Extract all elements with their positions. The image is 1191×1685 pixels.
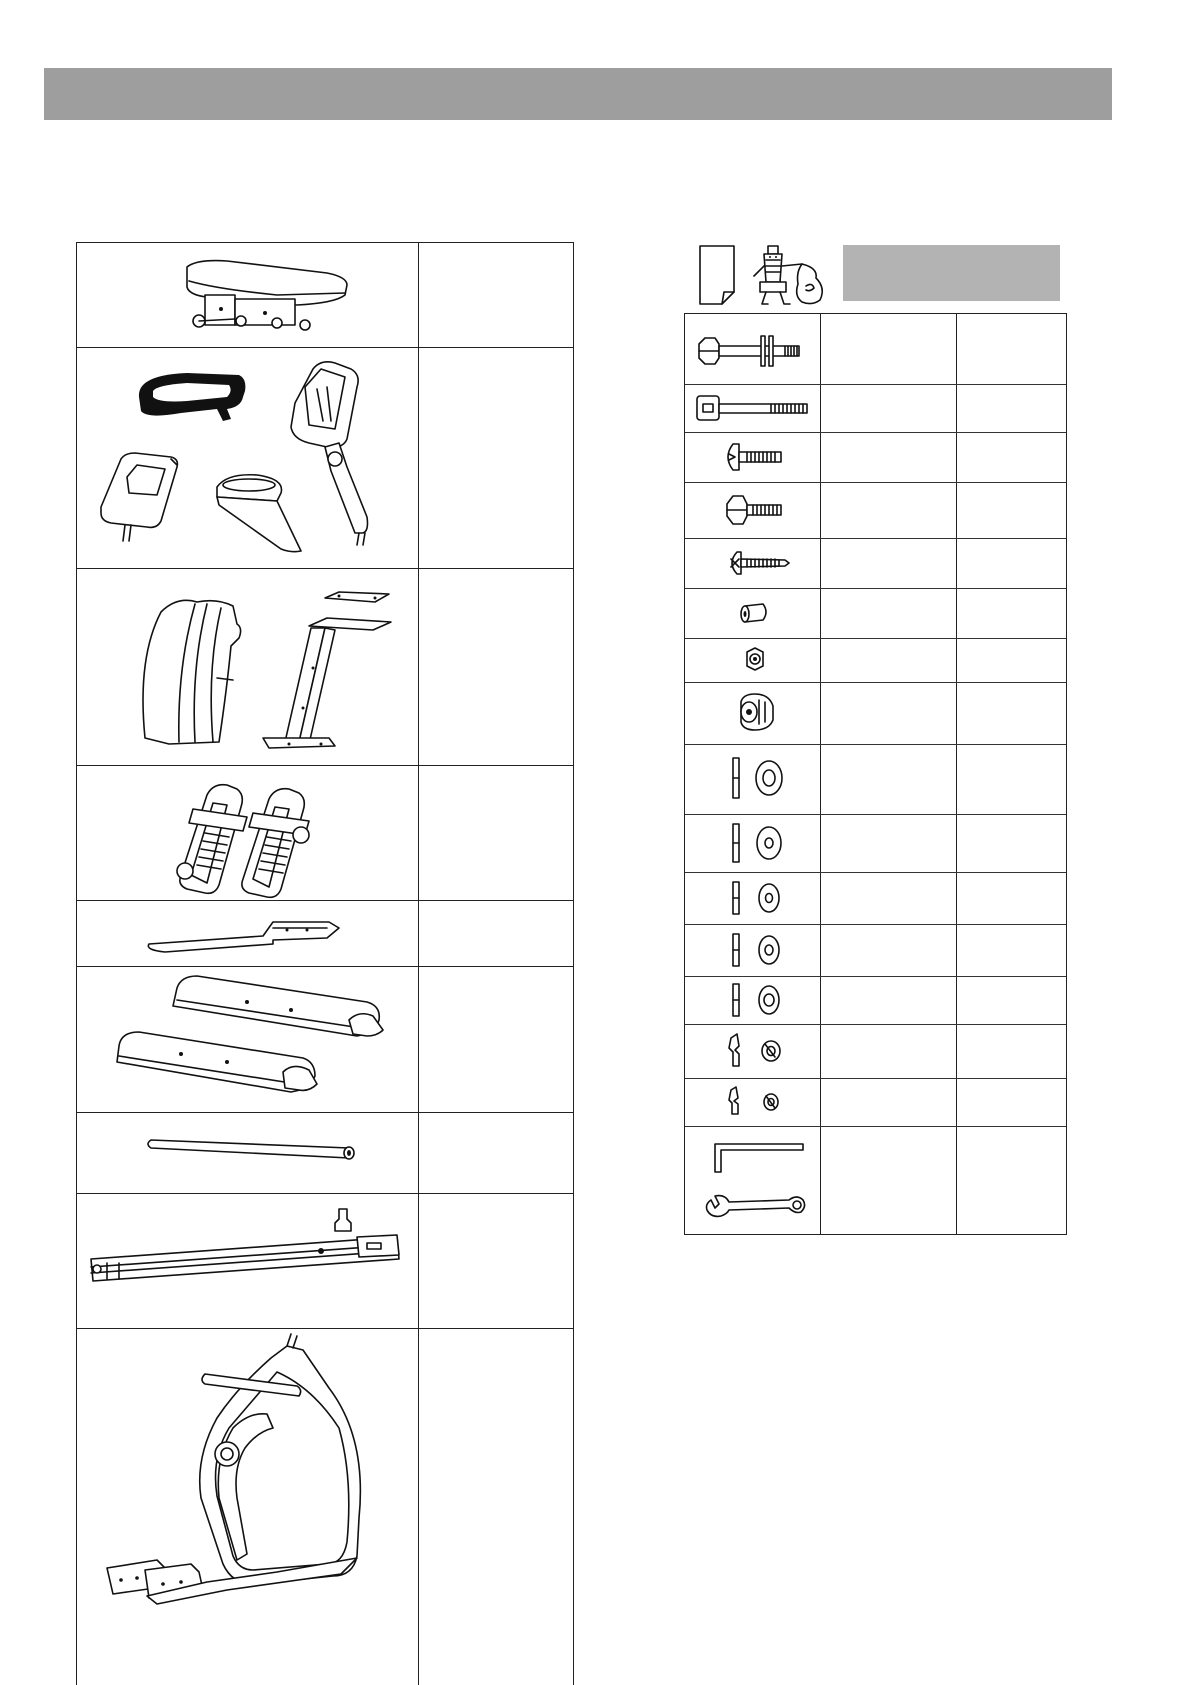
hardware-row xyxy=(685,924,1066,977)
hardware-row xyxy=(685,638,1066,683)
hardware-row xyxy=(685,814,1066,873)
part-row-seat-rail xyxy=(77,1193,573,1329)
carriage-bolt-with-washer-icon xyxy=(685,314,820,384)
hardware-row xyxy=(685,538,1066,589)
hardware-qty xyxy=(957,1024,1066,1078)
phillips-screw-icon xyxy=(685,538,820,588)
seat-rail-icon xyxy=(77,1193,418,1328)
parts-list-table xyxy=(76,242,574,1685)
allen-bolt-long-icon xyxy=(685,384,820,432)
hardware-qty xyxy=(957,682,1066,744)
nylon-nut-icon xyxy=(685,638,820,682)
spring-washer-icon xyxy=(685,1024,820,1078)
hardware-size xyxy=(821,314,956,384)
part-qty xyxy=(419,1112,573,1193)
hardware-size xyxy=(821,1078,956,1126)
hardware-pack-icon xyxy=(698,242,848,308)
hardware-size xyxy=(821,814,956,872)
hardware-row xyxy=(685,588,1066,639)
hardware-size xyxy=(821,682,956,744)
large-washer-icon xyxy=(685,744,820,814)
hardware-qty xyxy=(957,744,1066,814)
part-qty xyxy=(419,568,573,765)
hardware-size xyxy=(821,538,956,588)
part-row-main-frame xyxy=(77,1328,573,1685)
part-qty xyxy=(419,347,573,568)
spacer-sleeve-icon xyxy=(685,588,820,638)
part-row-footplate xyxy=(77,900,573,967)
hardware-row xyxy=(685,314,1066,385)
allen-key-and-wrench-icon xyxy=(685,1126,820,1234)
hardware-size xyxy=(821,744,956,814)
hardware-pack-label xyxy=(843,245,1060,301)
hardware-qty xyxy=(957,482,1066,538)
hardware-qty xyxy=(957,814,1066,872)
part-qty xyxy=(419,900,573,966)
curved-washer-icon xyxy=(685,976,820,1024)
hardware-qty xyxy=(957,924,1066,976)
hardware-size xyxy=(821,638,956,682)
handlebar-tube-icon xyxy=(77,1112,418,1193)
hardware-row xyxy=(685,976,1066,1025)
flat-washer-icon xyxy=(685,814,820,872)
hardware-qty xyxy=(957,1078,1066,1126)
pedals-icon xyxy=(77,765,418,900)
stabilizers-icon xyxy=(77,966,418,1112)
part-qty xyxy=(419,1328,573,1685)
hardware-size xyxy=(821,872,956,924)
hardware-qty xyxy=(957,1126,1066,1234)
hardware-list-table xyxy=(684,313,1067,1235)
hardware-size xyxy=(821,432,956,482)
hardware-size xyxy=(821,924,956,976)
hardware-qty xyxy=(957,432,1066,482)
hardware-size xyxy=(821,482,956,538)
part-row-front-cover xyxy=(77,568,573,766)
hardware-size xyxy=(821,588,956,638)
part-qty xyxy=(419,966,573,1112)
seat-icon xyxy=(77,243,418,347)
part-row-handlebar-tube xyxy=(77,1112,573,1194)
flat-washer-small-icon xyxy=(685,872,820,924)
part-row-seat xyxy=(77,243,573,348)
part-row-console xyxy=(77,347,573,569)
part-qty xyxy=(419,243,573,347)
part-qty xyxy=(419,765,573,900)
hardware-qty xyxy=(957,384,1066,432)
hardware-qty xyxy=(957,872,1066,924)
footplate-icon xyxy=(77,900,418,966)
hardware-qty xyxy=(957,588,1066,638)
hardware-qty xyxy=(957,976,1066,1024)
hardware-size xyxy=(821,1024,956,1078)
section-header-bar xyxy=(44,68,1112,120)
hardware-qty xyxy=(957,638,1066,682)
front-cover-and-seat-bracket-icon xyxy=(77,568,418,765)
hardware-size xyxy=(821,384,956,432)
hardware-row xyxy=(685,744,1066,815)
cap-nut-icon xyxy=(685,682,820,744)
hardware-row xyxy=(685,682,1066,745)
button-head-screw-icon xyxy=(685,432,820,482)
hardware-row xyxy=(685,384,1066,433)
main-frame-icon xyxy=(77,1328,418,1685)
hardware-row xyxy=(685,1024,1066,1079)
hardware-qty xyxy=(957,538,1066,588)
hardware-row xyxy=(685,1126,1066,1234)
part-row-stabilizers xyxy=(77,966,573,1113)
hardware-row xyxy=(685,872,1066,925)
console-and-chest-strap-icon xyxy=(77,347,418,568)
hardware-row xyxy=(685,1078,1066,1127)
hardware-row xyxy=(685,482,1066,539)
hex-bolt-icon xyxy=(685,482,820,538)
flat-washer-thin-icon xyxy=(685,924,820,976)
hardware-size xyxy=(821,1126,956,1234)
spring-washer-small-icon xyxy=(685,1078,820,1126)
part-row-pedals xyxy=(77,765,573,901)
hardware-qty xyxy=(957,314,1066,384)
hardware-size xyxy=(821,976,956,1024)
hardware-row xyxy=(685,432,1066,483)
part-qty xyxy=(419,1193,573,1328)
